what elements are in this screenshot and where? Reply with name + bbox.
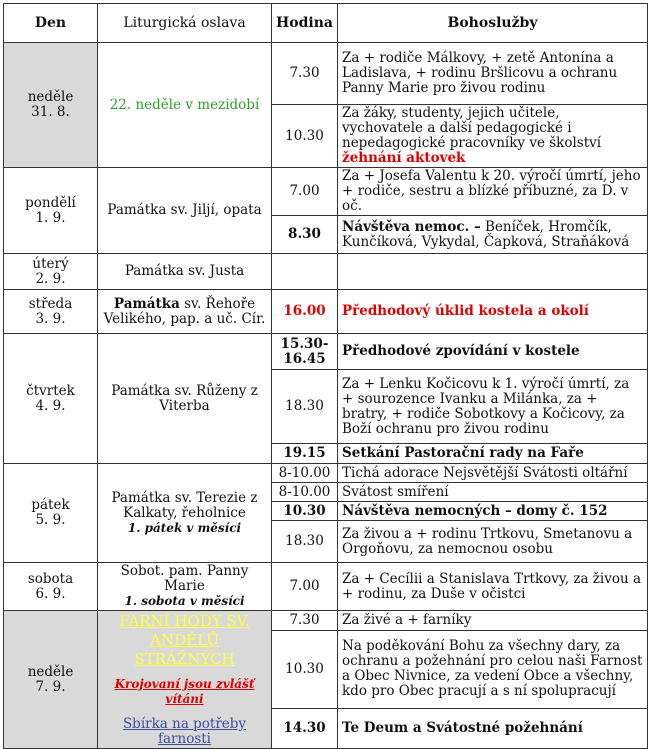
table-row bbox=[4, 611, 648, 631]
service-cell: Za + Cecílii a Stanislava Trtkovy, za živou a + rodinu, za Duše v očistci bbox=[338, 563, 648, 611]
table-row bbox=[4, 43, 648, 105]
hour-cell: 18.30 bbox=[272, 521, 338, 563]
service-cell: Na poděkování Bohu za všechny dary, za ochranu a požehnání pro celou naši Farnost a Obec Nivnice, za vedení Obce a všechny, kdo pro Obec pracují a s ní spolupracují bbox=[338, 631, 648, 709]
service-cell: Návštěva nemoc. – Beníček, Hromčík, Kunčíková, Vykydal, Čapková, Straňáková bbox=[338, 216, 648, 254]
day-cell: sobota 6. 9. bbox=[4, 563, 98, 611]
service-cell: Za + Josefa Valentu k 20. výročí úmrtí, jeho + rodiče, sestru a blízké příbuzné, za D. v oč. bbox=[338, 168, 648, 216]
service-cell: Za + rodiče Málkovy, + zetě Antonína a Ladislava, + rodinu Bršlicovu a ochranu Panny Marie pro živou rodinu bbox=[338, 43, 648, 105]
celebration-cell: 22. neděle v mezidobí bbox=[98, 43, 272, 168]
celebration-cell: Památka sv. Růženy z Viterba bbox=[98, 334, 272, 464]
celebration-cell: Památka sv. Terezie z Kalkaty, řeholnice 1. pátek v měsíci bbox=[98, 464, 272, 563]
table-row bbox=[4, 563, 648, 611]
hour-cell: 7.00 bbox=[272, 168, 338, 216]
day-cell: středa 3. 9. bbox=[4, 290, 98, 334]
hour-cell: 18.30 bbox=[272, 370, 338, 444]
service-cell: Za + Lenku Kočicovu k 1. výročí úmrtí, za + sourozence Ivanku a Milánka, za + bratry, + rodiče Sobotkovy a Kočicovy, za Boží ochranu pro živou rodinu bbox=[338, 370, 648, 444]
service-cell: Za žáky, studenty, jejich učitele, vychovatele a další pedagogické i nepedagogické pracovníky ve školstvížehnání aktovek bbox=[338, 105, 648, 168]
day-cell: neděle 7. 9. bbox=[4, 611, 98, 749]
header-day: Den bbox=[4, 4, 98, 43]
table-row bbox=[4, 168, 648, 216]
hour-cell: 10.30 bbox=[272, 631, 338, 709]
day-cell: pondělí 1. 9. bbox=[4, 168, 98, 254]
hour-cell: 15.30-16.45 bbox=[272, 334, 338, 370]
hour-cell bbox=[272, 254, 338, 290]
celebration-cell: Památka sv. Justa bbox=[98, 254, 272, 290]
celebration-cell: Sobot. pam. Panny Marie 1. sobota v měsíci bbox=[98, 563, 272, 611]
header-celebration: Liturgická oslava bbox=[98, 4, 272, 43]
schedule-table bbox=[3, 3, 648, 749]
header-hour: Hodina bbox=[272, 4, 338, 43]
service-cell: Tichá adorace Nejsvětější Svátosti oltářní bbox=[338, 464, 648, 483]
service-cell: Setkání Pastorační rady na Faře bbox=[338, 444, 648, 464]
hour-cell: 19.15 bbox=[272, 444, 338, 464]
costume-note: Krojovaní jsou zvlášť vítáni bbox=[114, 677, 255, 706]
hour-cell: 7.00 bbox=[272, 563, 338, 611]
hour-cell: 7.30 bbox=[272, 43, 338, 105]
service-cell: Předhodové zpovídání v kostele bbox=[338, 334, 648, 370]
service-cell: Předhodový úklid kostela a okolí bbox=[338, 290, 648, 334]
service-cell: Svátost smíření bbox=[338, 483, 648, 502]
service-cell: Za živou a + rodinu Trtkovu, Smetanovu a Orgoňovu, za nemocnou osobu bbox=[338, 521, 648, 563]
header-services: Bohoslužby bbox=[338, 4, 648, 43]
service-cell: Návštěva nemocných – domy č. 152 bbox=[338, 502, 648, 521]
hour-cell: 8-10.00 bbox=[272, 464, 338, 483]
celebration-cell bbox=[98, 611, 272, 749]
blessing-note: žehnání aktovek bbox=[342, 150, 466, 166]
feast-title: FARNÍ HODY SV. ANDĚLŮ STRÁŽNÝCH bbox=[119, 612, 250, 668]
hour-cell: 7.30 bbox=[272, 611, 338, 631]
service-cell bbox=[338, 254, 648, 290]
day-cell: pátek 5. 9. bbox=[4, 464, 98, 563]
service-cell: Za živé a + farníky bbox=[338, 611, 648, 631]
hour-cell: 8-10.00 bbox=[272, 483, 338, 502]
day-cell: úterý 2. 9. bbox=[4, 254, 98, 290]
header-row bbox=[4, 4, 648, 43]
hour-cell: 16.00 bbox=[272, 290, 338, 334]
celebration-cell: Památka sv. Řehoře Velikého, pap. a uč. Cír. bbox=[98, 290, 272, 334]
hour-cell: 10.30 bbox=[272, 502, 338, 521]
collection-note: Sbírka na potřeby farnosti bbox=[122, 716, 247, 747]
day-cell: čtvrtek 4. 9. bbox=[4, 334, 98, 464]
table-row bbox=[4, 334, 648, 370]
service-cell: Te Deum a Svátostné požehnání bbox=[338, 708, 648, 748]
table-row bbox=[4, 254, 648, 290]
hour-cell: 14.30 bbox=[272, 708, 338, 748]
hour-cell: 8.30 bbox=[272, 216, 338, 254]
table-row bbox=[4, 464, 648, 483]
day-cell: neděle 31. 8. bbox=[4, 43, 98, 168]
celebration-cell: Památka sv. Jiljí, opata bbox=[98, 168, 272, 254]
table-row bbox=[4, 290, 648, 334]
hour-cell: 10.30 bbox=[272, 105, 338, 168]
